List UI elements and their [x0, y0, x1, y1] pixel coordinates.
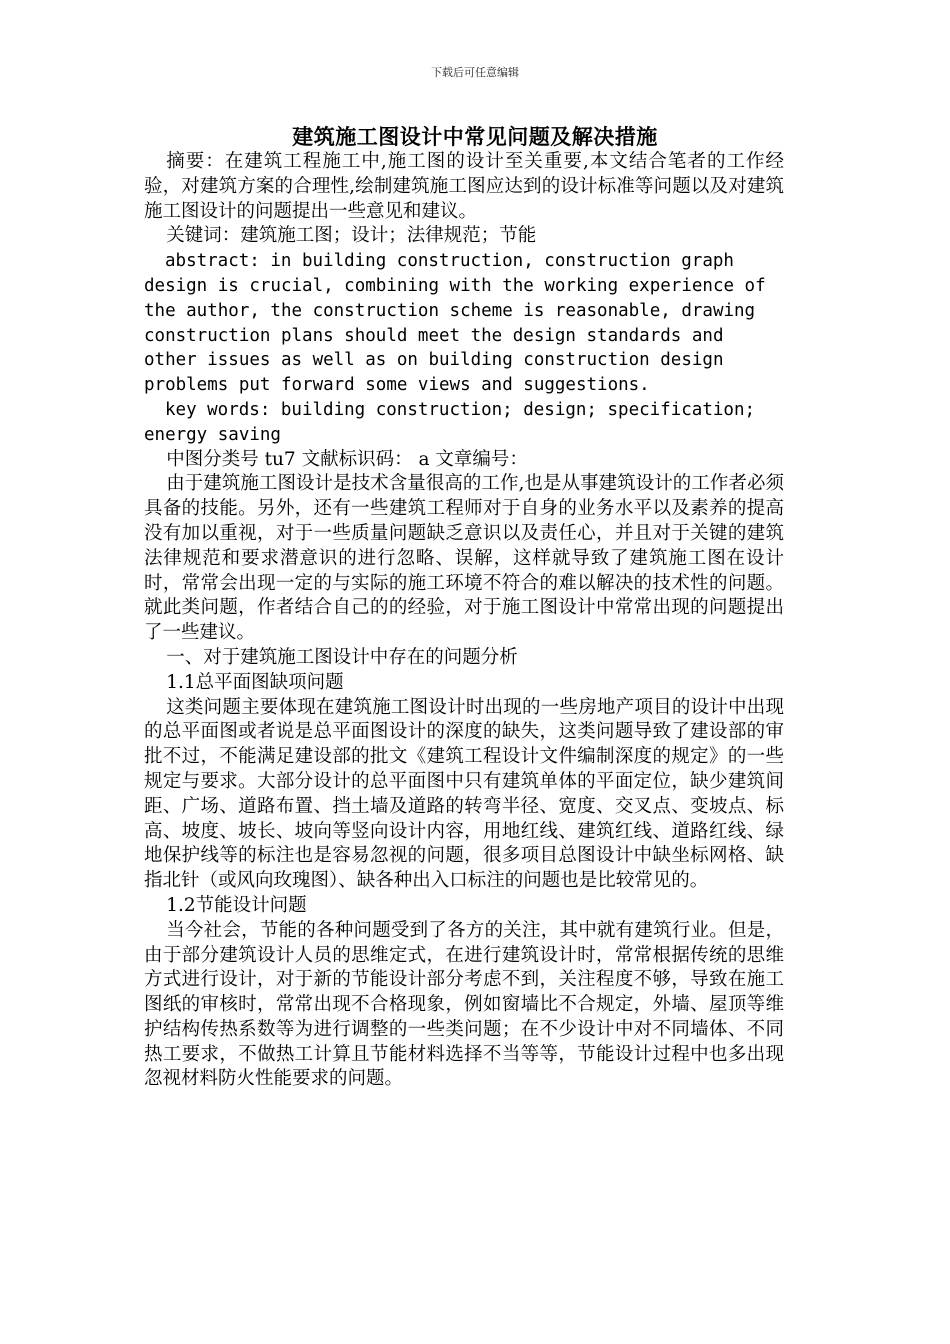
- section-1-1-heading: 1.1总平面图缺项问题: [166, 671, 344, 693]
- document-title: 建筑施工图设计中常见问题及解决措施: [292, 124, 658, 149]
- classification-line: 中图分类号 tu7 文献标识码： a 文章编号：: [166, 448, 528, 470]
- section-1-heading: 一、对于建筑施工图设计中存在的问题分析: [166, 646, 518, 668]
- document-body: [144, 150, 784, 1092]
- abstract-cn: 摘要：在建筑工程施工中,施工图的设计至关重要,本文结合笔者的工作经验，对建筑方案的合理性,绘制建筑施工图应达到的设计标准等问题以及对建筑施工图设计的问题提出一些意见和建议。: [144, 151, 784, 222]
- section-1-1-paragraph: 这类问题主要体现在建筑施工图设计时出现的一些房地产项目的设计中出现的总平面图或者说是总平面图设计的深度的缺失，这类问题导致了建设部的审批不过，不能满足建设部的批文《建筑工程设计文件编制深度的规定》的一些规定与要求。大部分设计的总平面图中只有建筑单体的平面定位，缺少建筑间距、广场、道路布置、挡土墙及道路的转弯半径、宽度、交叉点、变坡点、标高、坡度、坡长、坡向等竖向设计内容，用地红线、建筑红线、道路红线、绿地保护线等的标注也是容易忽视的问题，很多项目总图设计中缺坐标网格、缺指北针（或风向玫瑰图）、缺各种出入口标注的问题也是比较常见的。: [144, 696, 784, 892]
- section-1-2-heading: 1.2节能设计问题: [166, 894, 307, 916]
- section-1-2-paragraph: 当今社会，节能的各种问题受到了各方的关注，其中就有建筑行业。但是，由于部分建筑设计人员的思维定式，在进行建筑设计时，常常根据传统的思维方式进行设计，对于新的节能设计部分考虑不到，关注程度不够，导致在施工图纸的审核时，常常出现不合格现象，例如窗墙比不合规定，外墙、屋顶等维护结构传热系数等为进行调整的一些类问题；在不少设计中对不同墙体、不同热工要求，不做热工计算且节能材料选择不当等等，节能设计过程中也多出现忽视材料防火性能要求的问题。: [144, 919, 784, 1090]
- page-header-note: 下载后可任意编辑: [431, 66, 519, 79]
- abstract-en: abstract: in building construction, construction graph design is crucial, combining with the working experience of the author, the construction scheme is reasonable, drawing construction plans should meet the design standards and other issues as well as on building construction design problems put forward some views and suggestions.: [144, 251, 766, 396]
- keywords-cn: 关键词：建筑施工图；设计；法律规范；节能: [166, 225, 537, 247]
- intro-paragraph: 由于建筑施工图设计是技术含量很高的工作,也是从事建筑设计的工作者必须具备的技能。另外，还有一些建筑工程师对于自身的业务水平以及素养的提高没有加以重视，对于一些质量问题缺乏意识以及责任心，并且对于关键的建筑法律规范和要求潜意识的进行忽略、误解，这样就导致了建筑施工图在设计时，常常会出现一定的与实际的施工环境不符合的难以解决的技术性的问题。就此类问题，作者结合自己的的经验，对于施工图设计中常常出现的问题提出了一些建议。: [144, 473, 784, 644]
- keywords-en: key words: building construction; design; specification; energy saving: [144, 399, 756, 445]
